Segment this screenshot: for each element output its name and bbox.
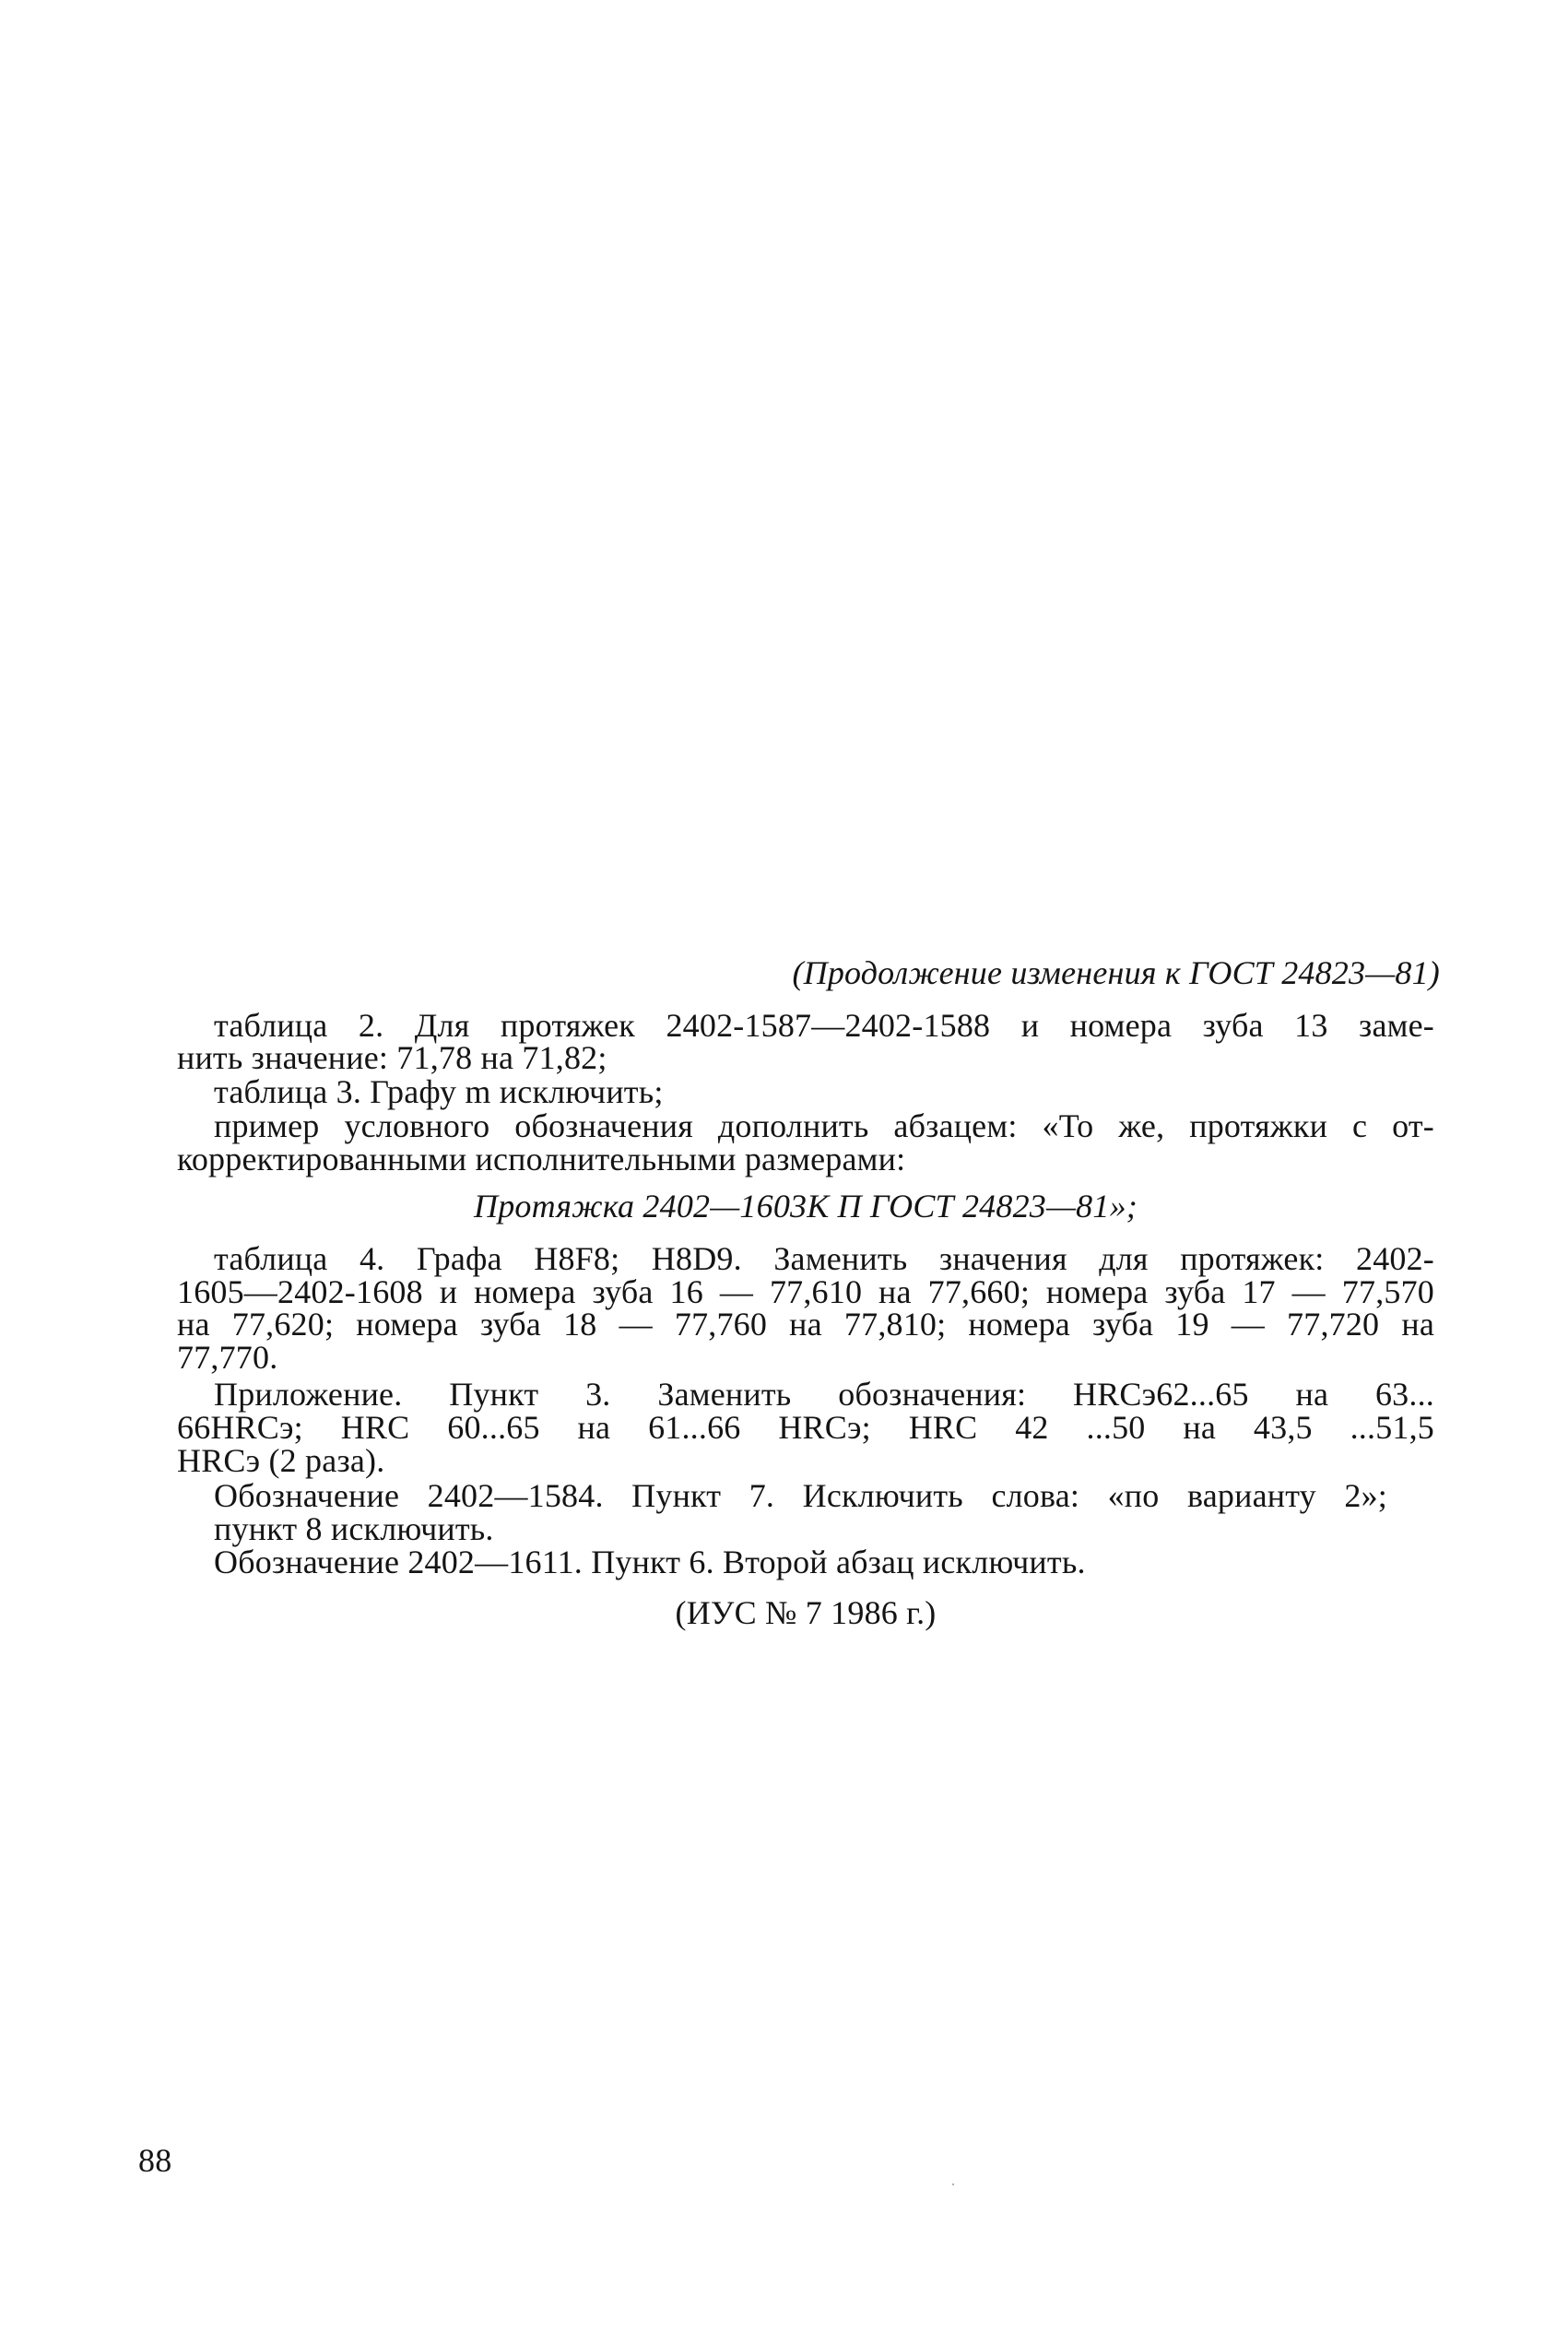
example-designation: Протяжка 2402—1603К П ГОСТ 24823—81»; xyxy=(474,1188,1138,1225)
text-line: корректированными исполнительными размерами: xyxy=(177,1141,906,1177)
text-line: пункт 8 исключить. xyxy=(214,1510,494,1547)
text-line: Приложение. Пункт 3. Заменить обозначения: HRCэ62...65 на 63... xyxy=(214,1376,1434,1413)
page-number: 88 xyxy=(138,2142,172,2179)
text-line: HRCэ (2 раза). xyxy=(177,1442,385,1479)
text-line: пример условного обозначения дополнить абзацем: «То же, протяжки с от- xyxy=(214,1107,1434,1144)
text-line: Обозначение 2402—1611. Пункт 6. Второй абзац исключить. xyxy=(214,1544,1086,1580)
text-line: Обозначение 2402—1584. Пункт 7. Исключить слова: «по варианту 2»; xyxy=(214,1477,1387,1514)
text-line: 1605—2402-1608 и номера зуба 16 — 77,610 на 77,660; номера зуба 17 — 77,570 xyxy=(177,1273,1434,1310)
continuation-header: (Продолжение изменения к ГОСТ 24823—81) xyxy=(792,954,1440,991)
text-line: 77,770. xyxy=(177,1339,278,1376)
text-line: 66HRCэ; HRC 60...65 на 61...66 HRCэ; HRC 42 ...50 на 43,5 ...51,5 xyxy=(177,1409,1434,1446)
text-line: таблица 3. Графу m исключить; xyxy=(214,1073,664,1110)
text-line: таблица 4. Графа H8F8; H8D9. Заменить значения для протяжек: 2402- xyxy=(214,1240,1434,1277)
text-line: таблица 2. Для протяжек 2402-1587—2402-1588 и номера зуба 13 заме- xyxy=(214,1007,1434,1044)
scan-speck xyxy=(952,2183,954,2185)
text-line: на 77,620; номера зуба 18 — 77,760 на 77,810; номера зуба 19 — 77,720 на xyxy=(177,1306,1434,1343)
text-line: нить значение: 71,78 на 71,82; xyxy=(177,1039,607,1076)
source-reference: (ИУС № 7 1986 г.) xyxy=(675,1594,937,1631)
